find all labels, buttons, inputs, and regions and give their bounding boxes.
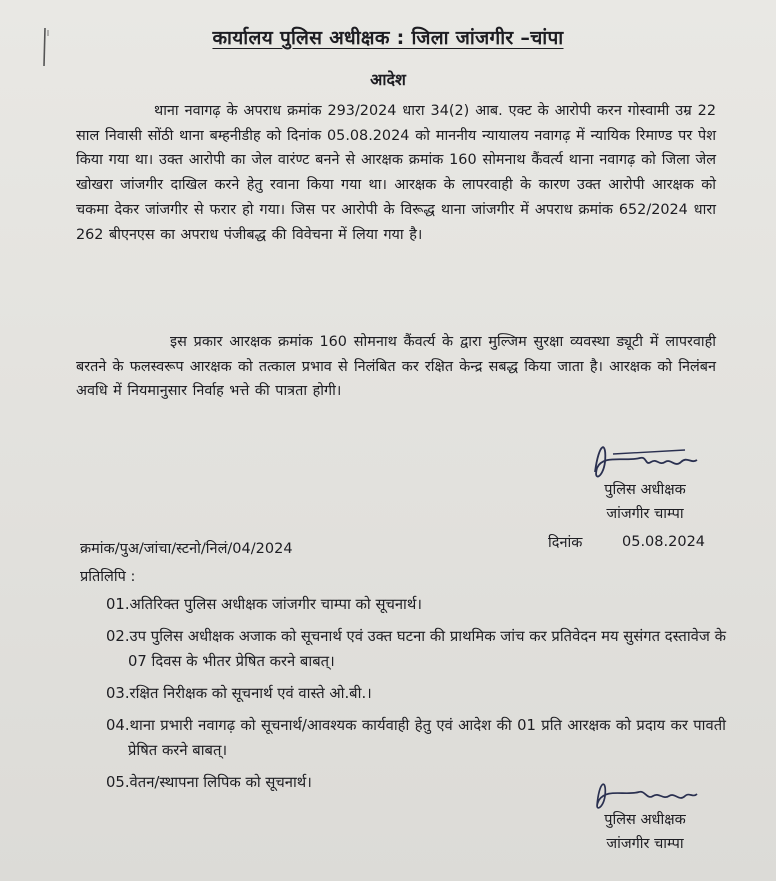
date-value: 05.08.2024 xyxy=(622,534,706,550)
copy-to-list xyxy=(106,592,726,802)
copy-to-label: प्रतिलिपि : xyxy=(80,569,136,585)
order-paragraph-1: थाना नवागढ़ के अपराध क्रमांक 293/2024 धारा 34(2) आब. एक्ट के आरोपी करन गोस्वामी उम्र 22 साल निवासी सोंठी थाना बम्हनीडीह को दिनांक 05.08.2024 को माननीय न्यायालय नवागढ़ में न्यायिक रिमाण्ड पर पेश किया गया था। उक्त आरोपी का जेल वारंण्ट बनने से आरक्षक क्रमांक 160 सोमनाथ कैंवर्त्य थाना नवागढ़ को जिला जेल खोखरा जांजगीर दाखिल करने हेतु रवाना किया गया था। आरक्षक के लापरवाही के कारण उक्त आरोपी आरक्षक को चकमा देकर जांजगीर से फरार हो गया। जिस पर आरोपी के विरूद्ध थाना जांजगीर में अपराध क्रमांक 652/2024 धारा 262 बीएनएस का अपराध पंजीबद्ध की विवेचना में लिया गया है। xyxy=(76,103,716,243)
signature-block-2 xyxy=(570,808,720,856)
signature-block-1 xyxy=(570,478,720,526)
reference-number: क्रमांक/पुअ/जांचा/स्टनो/निलं/04/2024 xyxy=(80,541,293,557)
district: जांजगीर चाम्पा xyxy=(606,836,684,852)
office-title: कार्यालय पुलिस अधीक्षक : जिला जांजगीर –चांपा xyxy=(212,27,564,49)
list-item: 05.वेतन/स्थापना लिपिक को सूचनार्थ। xyxy=(106,774,312,791)
designation: पुलिस अधीक्षक xyxy=(604,812,686,828)
designation: पुलिस अधीक्षक xyxy=(604,482,686,498)
date-label: दिनांक xyxy=(548,535,583,551)
order-paragraph-2: इस प्रकार आरक्षक क्रमांक 160 सोमनाथ कैंवर्त्य के द्वारा मुल्जिम सुरक्षा व्यवस्था ड्यूटी में लापरवाही बरतने के फलस्वरूप आरक्षक को तत्काल प्रभाव से निलंबित कर रक्षित केन्द्र सबद्ध किया जाता है। आरक्षक को निलंबन अवधि में नियमानुसार निर्वाह भत्ते की पात्रता होगी। xyxy=(76,334,716,400)
list-item: 02.उप पुलिस अधीक्षक अजाक को सूचनार्थ एवं उक्त घटना की प्राथमिक जांच कर प्रतिवेदन मय सुसंगत दस्तावेज के 07 दिवस के भीतर प्रेषित करने बाबत्। xyxy=(106,628,726,670)
order-heading: आदेश xyxy=(370,70,406,89)
list-item: 04.थाना प्रभारी नवागढ़ को सूचनार्थ/आवश्यक कार्यवाही हेतु एवं आदेश की 01 प्रति आरक्षक को प्रदाय कर पावती प्रेषित करने बाबत्। xyxy=(106,717,726,759)
list-item: 03.रक्षित निरीक्षक को सूचनार्थ एवं वास्ते ओ.बी.। xyxy=(106,685,372,702)
district: जांजगीर चाम्पा xyxy=(606,506,684,522)
list-item: 01.अतिरिक्त पुलिस अधीक्षक जांजगीर चाम्पा को सूचनार्थ। xyxy=(106,596,422,613)
